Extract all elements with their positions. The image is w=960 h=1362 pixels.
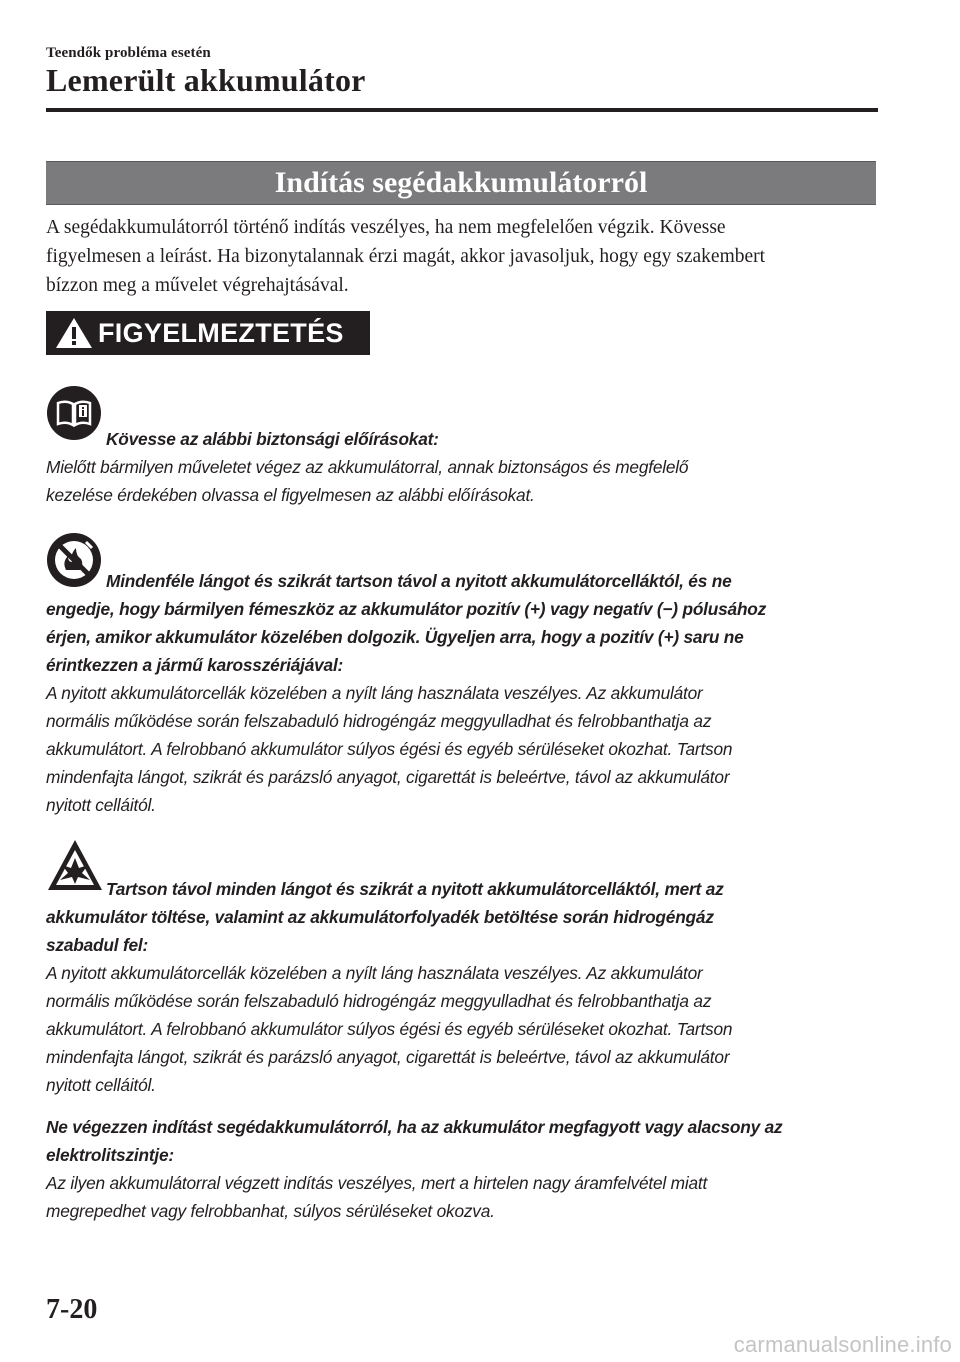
warning-body-line: nyitott celláitól. [46,1075,156,1095]
warning-block-4 [46,1113,886,1225]
warning-body-line: Az ilyen akkumulátorral végzett indítás veszélyes, mert a hirtelen nagy áramfelvétel miatt [46,1173,708,1193]
section-header: Indítás segédakkumulátorról [46,161,876,205]
warning-body-line: nyitott celláitól. [46,795,156,815]
warning-body-line: akkumulátort. A felrobbanó akkumulátor súlyos égési és egyéb sérüléseket okozhat. Tartson [46,1019,733,1039]
warning-heading: szabadul fel: [46,935,149,955]
warning-label: FIGYELMEZTETÉS [98,317,344,348]
warning-block-1 [46,425,886,509]
warning-heading: Ne végezzen indítást segédakkumulátorról, ha az akkumulátor megfagyott vagy alacsony az [46,1117,783,1137]
intro-line: bízzon meg a művelet végrehajtásával. [46,275,349,296]
warning-heading: Mindenféle lángot és szikrát tartson távol a nyitott akkumulátorcelláktól, és ne [106,571,732,591]
warning-body-line: A nyitott akkumulátorcellák közelében a nyílt láng használata veszélyes. Az akkumulátor [46,683,703,703]
intro-line: A segédakkumulátorról történő indítás veszélyes, ha nem megfelelően végzik. Kövesse [46,217,726,238]
warning-body-line: A nyitott akkumulátorcellák közelében a nyílt láng használata veszélyes. Az akkumulátor [46,963,703,983]
warning-body-line: mindenfajta lángot, szikrát és parázsló anyagot, cigarettát is beleértve, távol az akkumulátor [46,767,730,787]
warning-heading: érjen, amikor akkumulátor közelében dolgozik. Ügyeljen arra, hogy a pozitív (+) saru ne [46,627,744,647]
warning-block-3 [46,875,886,1099]
watermark: carmanualsonline.info [733,1332,952,1357]
title-rule [46,108,878,112]
warning-body-line: akkumulátort. A felrobbanó akkumulátor súlyos égési és egyéb sérüléseket okozhat. Tartson [46,739,733,759]
warning-block-2 [46,567,886,819]
intro-paragraph [46,213,886,300]
breadcrumb: Teendők probléma esetén [46,45,211,61]
warning-heading: érintkezzen a jármű karosszériájával: [46,655,344,675]
warning-triangle-icon [54,315,94,351]
page-title: Lemerült akkumulátor [46,62,366,98]
warning-body-line: Mielőtt bármilyen műveletet végez az akkumulátorral, annak biztonságos és megfelelő [46,457,689,477]
page-number: 7-20 [46,1294,98,1325]
warning-body-line: megrepedhet vagy felrobbanhat, súlyos sérüléseket okozva. [46,1201,495,1221]
warning-heading: Tartson távol minden lángot és szikrát a nyitott akkumulátorcelláktól, mert az [106,879,724,899]
warning-heading: akkumulátor töltése, valamint az akkumulátorfolyadék betöltése során hidrogéngáz [46,907,714,927]
warning-body-line: mindenfajta lángot, szikrát és parázsló anyagot, cigarettát is beleértve, távol az akkumulátor [46,1047,730,1067]
warning-badge [46,311,370,355]
warning-heading: engedje, hogy bármilyen fémeszköz az akkumulátor pozitív (+) vagy negatív (−) pólusához [46,599,767,619]
warning-body-line: kezelése érdekében olvassa el figyelmesen az alábbi előírásokat. [46,485,535,505]
warning-heading: Kövesse az alábbi biztonsági előírásokat: [106,429,439,449]
warning-body-line: normális működése során felszabaduló hidrogéngáz meggyulladhat és felrobbanthatja az [46,991,712,1011]
warning-heading: elektrolitszintje: [46,1145,174,1165]
intro-line: figyelmesen a leírást. Ha bizonytalannak érzi magát, akkor javasoljuk, hogy egy szakembert [46,246,766,267]
warning-body-line: normális működése során felszabaduló hidrogéngáz meggyulladhat és felrobbanthatja az [46,711,712,731]
